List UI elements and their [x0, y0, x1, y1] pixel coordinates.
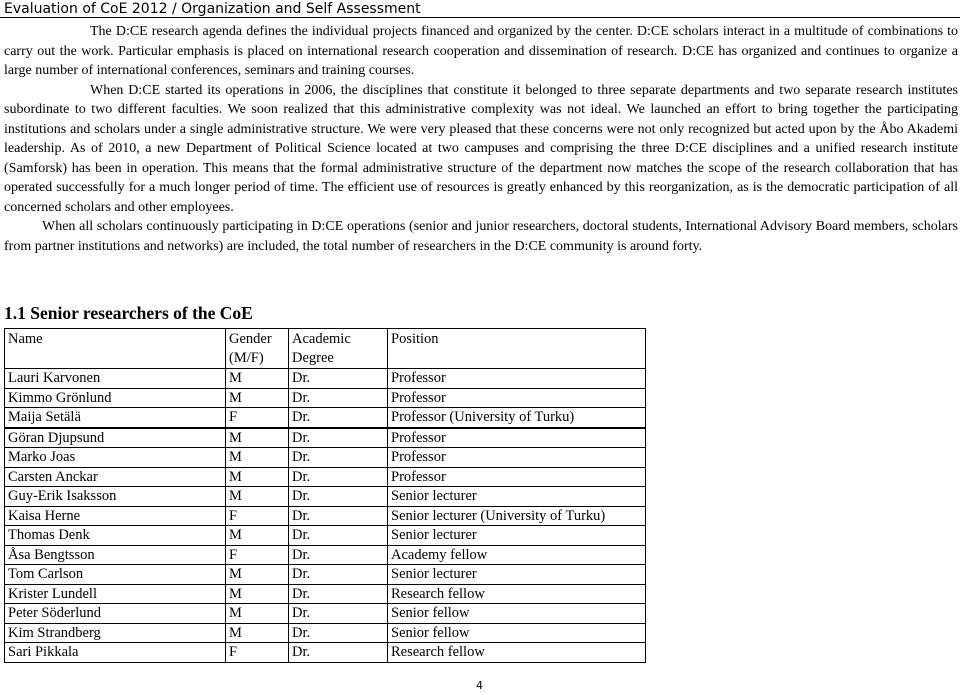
cell-gender: M [226, 623, 289, 643]
running-header [4, 0, 960, 18]
table-header-row [5, 329, 646, 369]
cell-name: Kimmo Grönlund [5, 388, 226, 408]
cell-gender: M [226, 584, 289, 604]
table-row [5, 565, 646, 585]
cell-name: Kim Strandberg [5, 623, 226, 643]
cell-name: Åsa Bengtsson [5, 545, 226, 565]
cell-position: Senior lecturer [388, 526, 646, 546]
cell-position: Academy fellow [388, 545, 646, 565]
cell-name: Maija Setälä [5, 408, 226, 428]
cell-gender: F [226, 506, 289, 526]
table-row [5, 643, 646, 663]
table-row [5, 448, 646, 468]
table-row [5, 545, 646, 565]
cell-name: Carsten Anckar [5, 467, 226, 487]
table-row [5, 526, 646, 546]
cell-degree: Dr. [289, 584, 388, 604]
cell-position: Professor (University of Turku) [388, 408, 646, 428]
paragraph-research-agenda: The D:CE research agenda defines the individual projects financed and organized by the center. D:CE scholars interact in a multitude of combinations to carry out the work. Particular emphasis is placed on international research cooperation and dissemination of research. D:CE has organized and continues to organize a large number of international conferences, seminars and training courses. [4, 24, 958, 78]
cell-degree: Dr. [289, 467, 388, 487]
header-title: Evaluation of CoE 2012 / Organization and Self Assessment [4, 1, 421, 17]
cell-position: Senior lecturer [388, 565, 646, 585]
table-row [5, 584, 646, 604]
table-row [5, 623, 646, 643]
table-row [5, 487, 646, 507]
cell-name: Krister Lundell [5, 584, 226, 604]
cell-gender: M [226, 428, 289, 448]
table-row [5, 428, 646, 448]
header-gender: Gender (M/F) [226, 329, 289, 369]
cell-position: Senior lecturer [388, 487, 646, 507]
cell-degree: Dr. [289, 408, 388, 428]
cell-gender: F [226, 643, 289, 663]
cell-gender: M [226, 487, 289, 507]
cell-gender: M [226, 526, 289, 546]
cell-degree: Dr. [289, 643, 388, 663]
header-name: Name [5, 329, 226, 369]
cell-name: Guy-Erik Isaksson [5, 487, 226, 507]
cell-name: Sari Pikkala [5, 643, 226, 663]
cell-name: Thomas Denk [5, 526, 226, 546]
header-divider [0, 17, 960, 18]
cell-gender: M [226, 467, 289, 487]
cell-gender: M [226, 565, 289, 585]
cell-degree: Dr. [289, 448, 388, 468]
body-text [4, 22, 958, 256]
cell-degree: Dr. [289, 369, 388, 389]
table-row [5, 369, 646, 389]
senior-researchers-table [4, 328, 646, 663]
cell-position: Professor [388, 467, 646, 487]
cell-position: Senior lecturer (University of Turku) [388, 506, 646, 526]
cell-position: Professor [388, 428, 646, 448]
cell-degree: Dr. [289, 526, 388, 546]
table-row [5, 506, 646, 526]
cell-name: Lauri Karvonen [5, 369, 226, 389]
page-number: 4 [476, 679, 483, 692]
cell-gender: M [226, 604, 289, 624]
cell-position: Professor [388, 448, 646, 468]
paragraph-community-size: When all scholars continuously participating in D:CE operations (senior and junior researchers, doctoral students, International Advisory Board members, scholars from partner institutions and networks) are included, the total number of researchers in the D:CE community is around forty. [4, 219, 958, 254]
cell-gender: M [226, 388, 289, 408]
cell-position: Research fellow [388, 584, 646, 604]
cell-name: Marko Joas [5, 448, 226, 468]
cell-degree: Dr. [289, 506, 388, 526]
paragraph-operations-history: When D:CE started its operations in 2006, the disciplines that constitute it belonged to three separate departments and two separate research institutes subordinate to two different faculties. We soon realized that this administrative complexity was not ideal. We launched an effort to bring together the participating institutions and scholars under a single administrative structure. We were very pleased that these concerns were not only recognized but acted upon by the Åbo Akademi leadership. As of 2010, a new Department of Political Science located at two campuses and comprising the three D:CE disciplines and a unified research institute (Samforsk) has been in operation. This means that the formal administrative structure of the department now matches the scope of the research collaboration that has operated successfully for a much longer period of time. The efficient use of resources is greatly enhanced by this reorganization, as is the democratic participation of all concerned scholars and other employees. [4, 82, 958, 215]
cell-gender: F [226, 408, 289, 428]
header-position: Position [388, 329, 646, 369]
cell-gender: F [226, 545, 289, 565]
cell-name: Göran Djupsund [5, 428, 226, 448]
table-row [5, 388, 646, 408]
table-row [5, 408, 646, 428]
cell-gender: M [226, 448, 289, 468]
cell-degree: Dr. [289, 565, 388, 585]
cell-degree: Dr. [289, 545, 388, 565]
cell-degree: Dr. [289, 428, 388, 448]
cell-degree: Dr. [289, 487, 388, 507]
cell-position: Research fellow [388, 643, 646, 663]
cell-position: Senior fellow [388, 623, 646, 643]
header-degree: Academic Degree [289, 329, 388, 369]
table-row [5, 467, 646, 487]
cell-degree: Dr. [289, 388, 388, 408]
cell-name: Peter Söderlund [5, 604, 226, 624]
cell-name: Tom Carlson [5, 565, 226, 585]
section-heading: 1.1 Senior researchers of the CoE [4, 303, 253, 323]
cell-gender: M [226, 369, 289, 389]
cell-name: Kaisa Herne [5, 506, 226, 526]
cell-position: Professor [388, 369, 646, 389]
cell-position: Professor [388, 388, 646, 408]
cell-degree: Dr. [289, 604, 388, 624]
cell-degree: Dr. [289, 623, 388, 643]
table-row [5, 604, 646, 624]
cell-position: Senior fellow [388, 604, 646, 624]
